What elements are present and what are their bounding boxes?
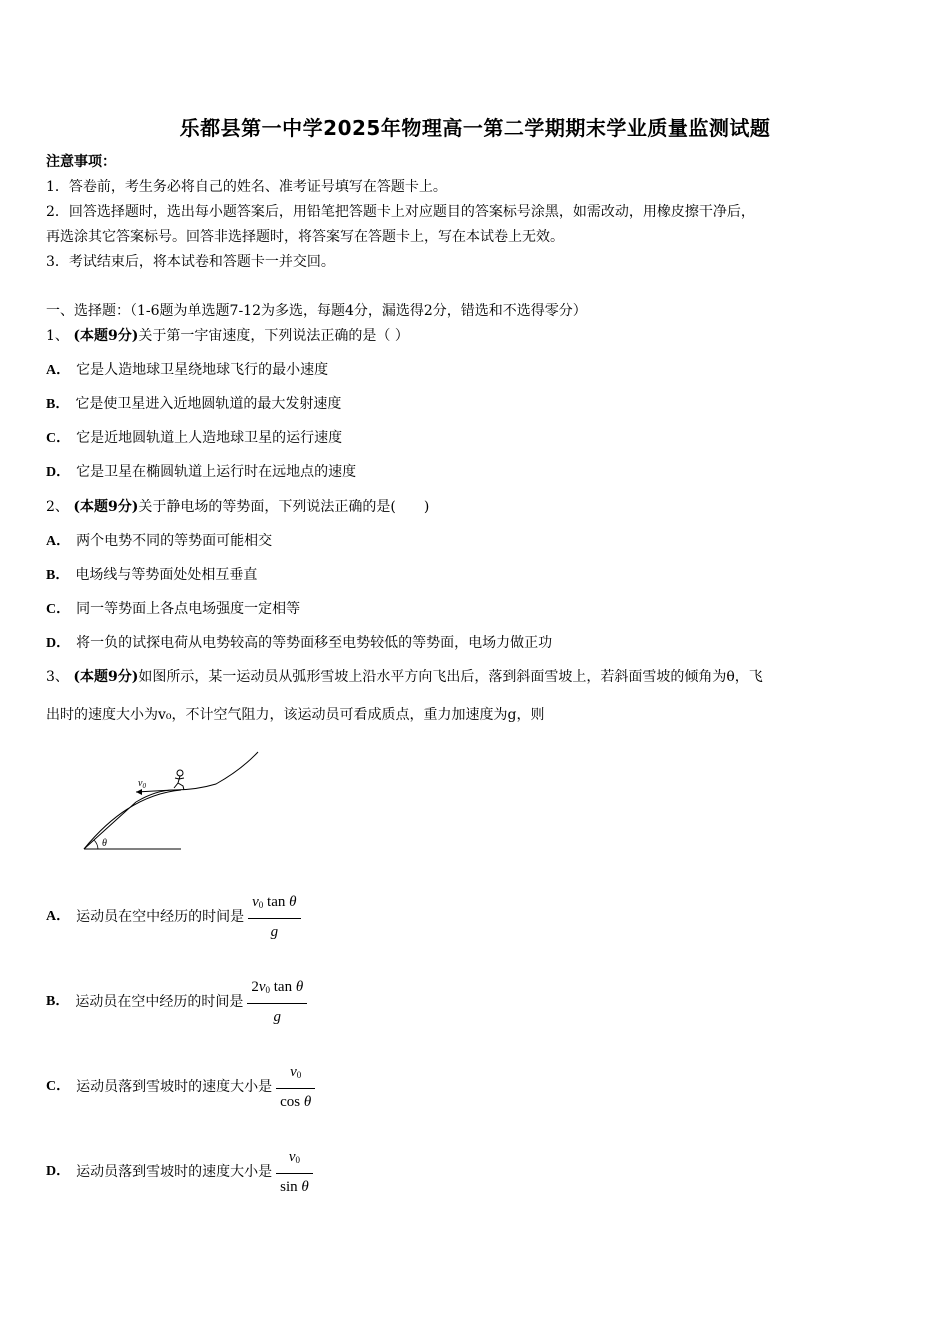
- page-title: 乐都县第一中学2025年物理高一第二学期期末学业质量监测试题: [179, 116, 771, 140]
- angle-label: θ: [102, 838, 107, 849]
- question-3-stem: [46, 667, 763, 687]
- option-letter: C．: [46, 602, 71, 617]
- question-number: 3、: [46, 669, 69, 685]
- option-3d: [46, 1147, 313, 1197]
- option-letter: D．: [46, 1164, 71, 1179]
- option-3c: [46, 1062, 315, 1112]
- question-2-stem: [46, 497, 429, 517]
- option-text: 运动员在空中经历的时间是: [76, 909, 245, 925]
- option-letter: A．: [46, 534, 71, 549]
- fraction-numerator: $2v_0$ tan θ: [247, 977, 307, 1004]
- arrow-head-icon: [136, 789, 142, 795]
- formula-fraction: [247, 977, 307, 1027]
- option-1b: [46, 394, 341, 415]
- notice-heading: 注意事项：: [46, 154, 116, 170]
- fraction-numerator: $v_0$ tan θ: [248, 892, 300, 919]
- option-text: 它是卫星在椭圆轨道上运行时在远地点的速度: [76, 464, 357, 480]
- option-3a: [46, 892, 301, 942]
- option-2b: [46, 565, 257, 586]
- question-score: (本题9分): [73, 328, 139, 344]
- fraction-denominator: cos θ: [280, 1094, 312, 1110]
- notice-item: 1．答卷前，考生务必将自己的姓名、准考证号填写在答题卡上。: [46, 179, 447, 195]
- option-letter: B．: [46, 397, 70, 412]
- option-text: 两个电势不同的等势面可能相交: [76, 533, 273, 549]
- fraction-numerator: $v_0$: [276, 1062, 315, 1089]
- question-text: 关于静电场的等势面，下列说法正确的是( ): [138, 499, 430, 515]
- notice-item: 3．考试结束后，将本试卷和答题卡一并交回。: [46, 254, 335, 270]
- arc-slope: [136, 752, 258, 802]
- skier-body-icon: [174, 776, 184, 790]
- velocity-label: $v_0$: [138, 778, 146, 790]
- notice-item: 再选涂其它答案标号。回答非选择题时，将答案写在答题卡上，写在本试卷上无效。: [46, 229, 564, 245]
- option-1a: [46, 360, 328, 381]
- question-number: 1、: [46, 328, 69, 344]
- formula-fraction: [248, 892, 300, 942]
- fraction-denominator: sin θ: [280, 1179, 309, 1195]
- option-text: 运动员落到雪坡时的速度大小是: [76, 1164, 273, 1180]
- option-text: 它是近地圆轨道上人造地球卫星的运行速度: [76, 430, 343, 446]
- skier-head-icon: [177, 770, 183, 776]
- option-text: 将一负的试探电荷从电势较高的等势面移至电势较低的等势面，电场力做正功: [76, 635, 553, 651]
- option-letter: A．: [46, 909, 71, 924]
- section-heading: 一、选择题：（1-6题为单选题7-12为多选，每题4分，漏选得2分，错选和不选得零分）: [46, 303, 587, 319]
- fraction-denominator: g: [270, 924, 279, 940]
- option-1d: [46, 462, 356, 483]
- option-2d: [46, 633, 552, 654]
- question-score: (本题9分): [73, 499, 139, 515]
- option-text: 同一等势面上各点电场强度一定相等: [76, 601, 301, 617]
- question-score: (本题9分): [73, 669, 139, 685]
- ski-slope-figure: [46, 740, 286, 864]
- option-letter: C．: [46, 1079, 71, 1094]
- option-text: 它是使卫星进入近地圆轨道的最大发射速度: [75, 396, 342, 412]
- option-letter: C．: [46, 431, 71, 446]
- question-text: 关于第一宇宙速度，下列说法正确的是（ ）: [138, 328, 409, 344]
- formula-fraction: [276, 1147, 313, 1197]
- question-3-stem-cont: 出时的速度大小为v₀，不计空气阻力，该运动员可看成质点，重力加速度为g，则: [46, 707, 545, 723]
- formula-fraction: [276, 1062, 315, 1112]
- option-letter: D．: [46, 636, 71, 651]
- option-letter: A．: [46, 363, 71, 378]
- option-text: 电场线与等势面处处相互垂直: [75, 567, 258, 583]
- option-text: 运动员落到雪坡时的速度大小是: [76, 1079, 273, 1095]
- option-text: 运动员在空中经历的时间是: [75, 994, 244, 1010]
- question-1-stem: [46, 326, 409, 346]
- option-1c: [46, 428, 342, 449]
- option-2c: [46, 599, 300, 620]
- option-2a: [46, 531, 272, 552]
- question-text: 如图所示，某一运动员从弧形雪坡上沿水平方向飞出后，落到斜面雪坡上，若斜面雪坡的倾角为θ，飞: [138, 669, 763, 685]
- option-text: 它是人造地球卫星绕地球飞行的最小速度: [76, 362, 329, 378]
- angle-arc: [94, 840, 98, 849]
- notice-item: 2．回答选择题时，选出每小题答案后，用铅笔把答题卡上对应题目的答案标号涂黑，如需改动，用橡皮擦干净后，: [46, 204, 755, 220]
- fraction-denominator: g: [273, 1009, 282, 1025]
- option-letter: B．: [46, 568, 70, 583]
- option-letter: D．: [46, 465, 71, 480]
- question-number: 2、: [46, 499, 69, 515]
- fraction-numerator: $v_0$: [276, 1147, 313, 1174]
- option-letter: B．: [46, 994, 70, 1009]
- option-3b: [46, 977, 307, 1027]
- trajectory-curve: [84, 790, 181, 849]
